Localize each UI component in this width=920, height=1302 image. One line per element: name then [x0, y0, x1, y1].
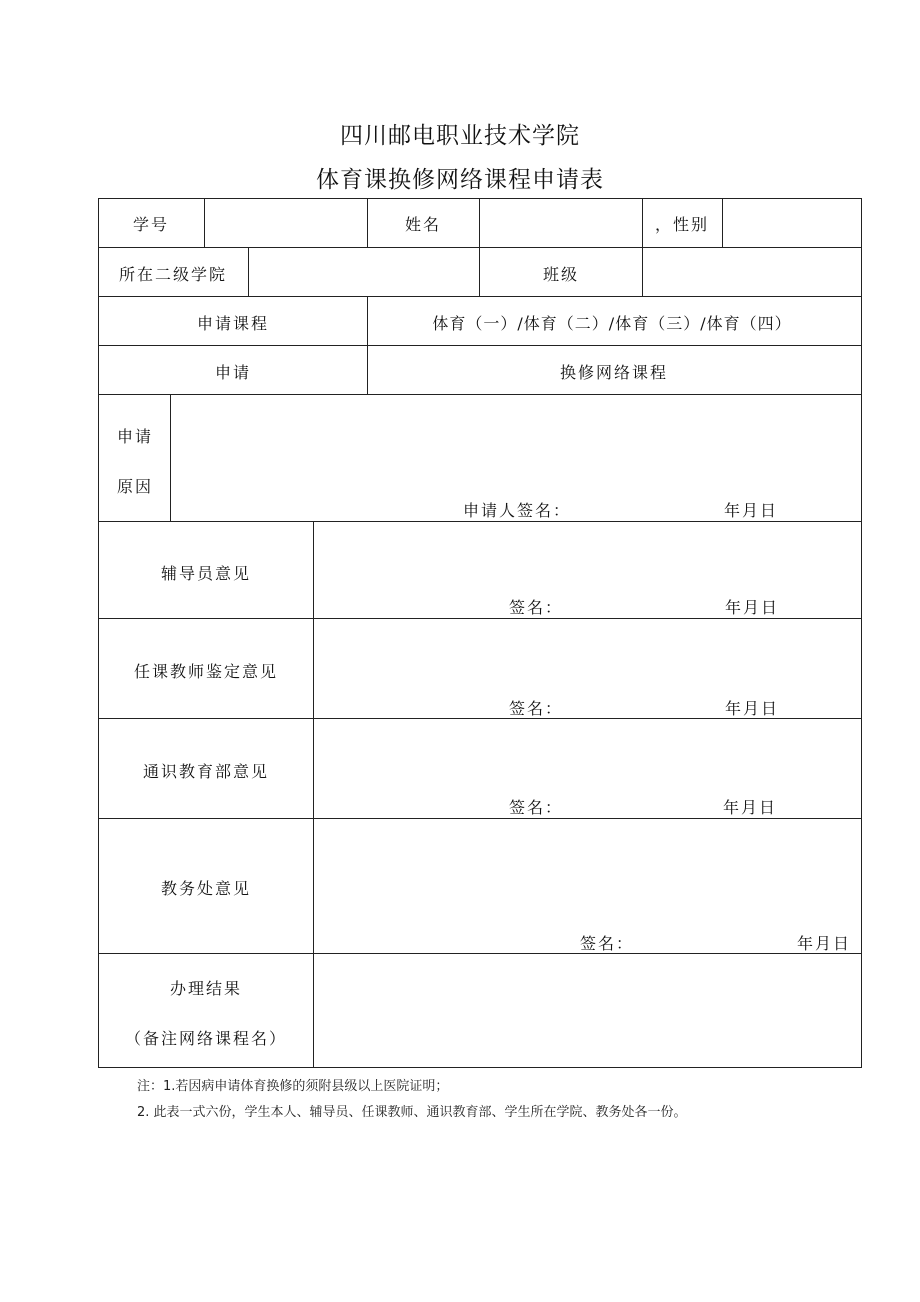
page-title: 四川邮电职业技术学院	[340, 123, 580, 149]
academic-affairs-opinion-label: 教务处意见	[160, 879, 252, 898]
col-divider	[367, 198, 368, 247]
counselor-date-label: 年月日	[725, 598, 780, 617]
counselor-signature-label: 签名：	[509, 598, 564, 617]
apply-value: 换修网络课程	[559, 363, 669, 382]
class-label: 班级	[542, 265, 580, 284]
counselor-opinion-label: 辅导员意见	[160, 564, 252, 583]
form-title: 体育课换修网络课程申请表	[316, 167, 604, 193]
counselor-opinion-field[interactable]	[314, 522, 861, 592]
name-field[interactable]	[480, 199, 641, 246]
col-divider	[367, 296, 368, 394]
general-edu-date-label: 年月日	[723, 798, 778, 817]
teacher-date-label: 年月日	[725, 699, 780, 718]
reason-label-line2: 原因	[116, 477, 154, 496]
college-label: 所在二级学院	[118, 265, 228, 284]
class-field[interactable]	[643, 248, 861, 295]
result-label: 办理结果	[169, 979, 243, 998]
course-options: 体育（一）/体育（二）/体育（三）/体育（四）	[432, 314, 792, 333]
academic-affairs-date-label: 年月日	[797, 934, 852, 953]
academic-affairs-signature-label: 签名：	[580, 934, 635, 953]
reason-label-line1: 申请	[116, 427, 154, 446]
general-edu-signature-label: 签名：	[509, 798, 564, 817]
gender-label: ，性别	[654, 215, 710, 234]
name-label: 姓名	[404, 215, 442, 234]
result-remark-label: （备注网络课程名）	[124, 1029, 288, 1048]
teacher-opinion-field[interactable]	[314, 619, 861, 691]
gender-field[interactable]	[723, 199, 861, 246]
apply-label: 申请	[214, 363, 252, 382]
applicant-signature-label: 申请人签名：	[463, 501, 572, 520]
college-field[interactable]	[249, 248, 478, 295]
academic-affairs-opinion-field[interactable]	[314, 819, 861, 924]
row-divider	[98, 296, 862, 297]
result-field[interactable]	[314, 954, 861, 1067]
reason-field[interactable]	[171, 395, 861, 495]
teacher-signature-label: 签名：	[509, 699, 564, 718]
general-edu-opinion-field[interactable]	[314, 719, 861, 791]
course-label: 申请课程	[196, 314, 270, 333]
applicant-date-label: 年月日	[724, 501, 779, 520]
note-line-2: 2. 此表一式六份，学生本人、辅导员、任课教师、通识教育部、学生所在学院、教务处各一份。	[137, 1105, 687, 1120]
general-edu-opinion-label: 通识教育部意见	[142, 762, 270, 781]
teacher-opinion-label: 任课教师鉴定意见	[133, 662, 279, 681]
student-id-field[interactable]	[205, 199, 366, 246]
note-line-1: 注：1.若因病申请体育换修的须附县级以上医院证明；	[137, 1079, 449, 1094]
row-divider	[98, 345, 862, 346]
student-id-label: 学号	[132, 215, 170, 234]
